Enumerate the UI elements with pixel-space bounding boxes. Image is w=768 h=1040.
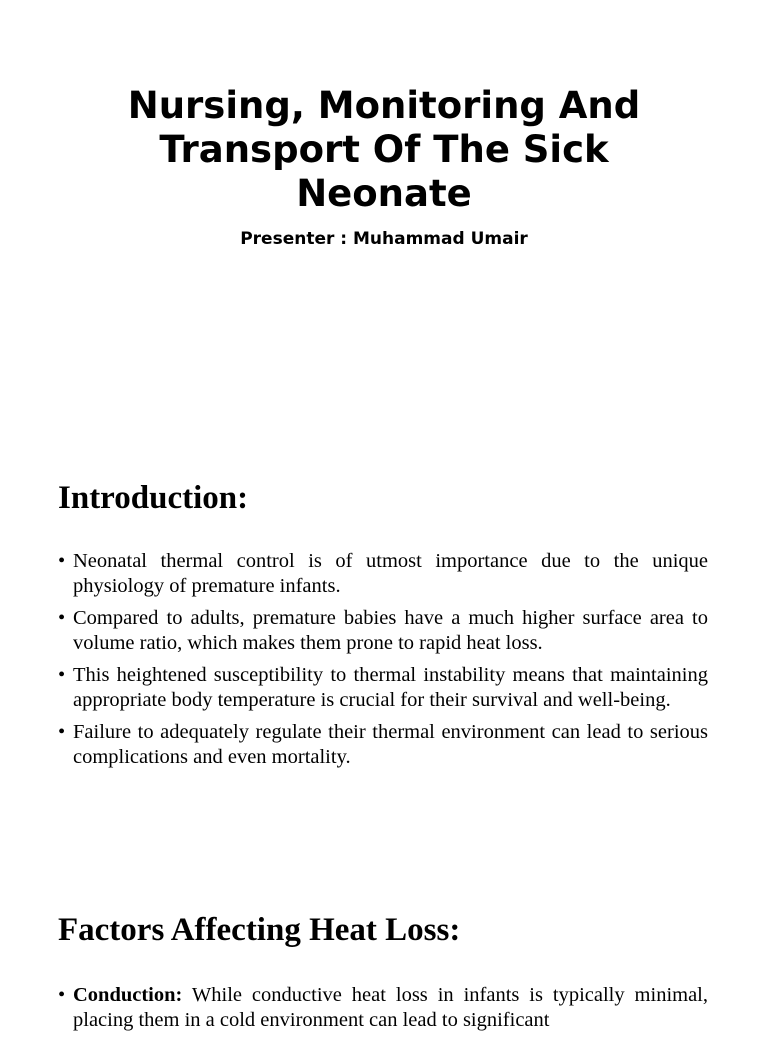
- list-item: [58, 983, 708, 1032]
- heat-loss-bullet-list: [58, 983, 708, 1032]
- bullet-icon: •: [58, 664, 66, 686]
- heat-loss-factors-section: [58, 910, 708, 1040]
- bullet-icon: •: [58, 550, 66, 572]
- bullet-text: While conductive heat loss in infants is typically minimal, placing them in a cold environment can lead to significant: [73, 984, 708, 1031]
- bullet-text: Neonatal thermal control is of utmost importance due to the unique physiology of premature infants.: [73, 550, 708, 597]
- list-item: [58, 720, 708, 769]
- title-block: [0, 84, 768, 250]
- introduction-heading: Introduction:: [58, 480, 249, 516]
- presenter-line: Presenter : Muhammad Umair: [240, 229, 528, 249]
- bullet-text: Failure to adequately regulate their thermal environment can lead to serious complications and even mortality.: [73, 721, 708, 768]
- introduction-bullet-list: [58, 549, 708, 769]
- heat-loss-factors-heading: Factors Affecting Heat Loss:: [58, 912, 461, 948]
- bullet-lead-term: Conduction:: [73, 984, 183, 1006]
- list-item: [58, 606, 708, 655]
- bullet-icon: •: [58, 607, 66, 629]
- list-item: [58, 549, 708, 598]
- bullet-text: Compared to adults, premature babies have a much higher surface area to volume ratio, which makes them prone to rapid heat loss.: [73, 607, 708, 654]
- introduction-section: [58, 478, 708, 777]
- bullet-text: This heightened susceptibility to thermal instability means that maintaining appropriate body temperature is crucial for their survival and well-being.: [73, 664, 708, 711]
- bullet-icon: •: [58, 721, 66, 743]
- list-item: [58, 663, 708, 712]
- bullet-icon: •: [58, 984, 66, 1006]
- document-title: Nursing, Monitoring And Transport Of The Sick Neonate: [127, 84, 641, 215]
